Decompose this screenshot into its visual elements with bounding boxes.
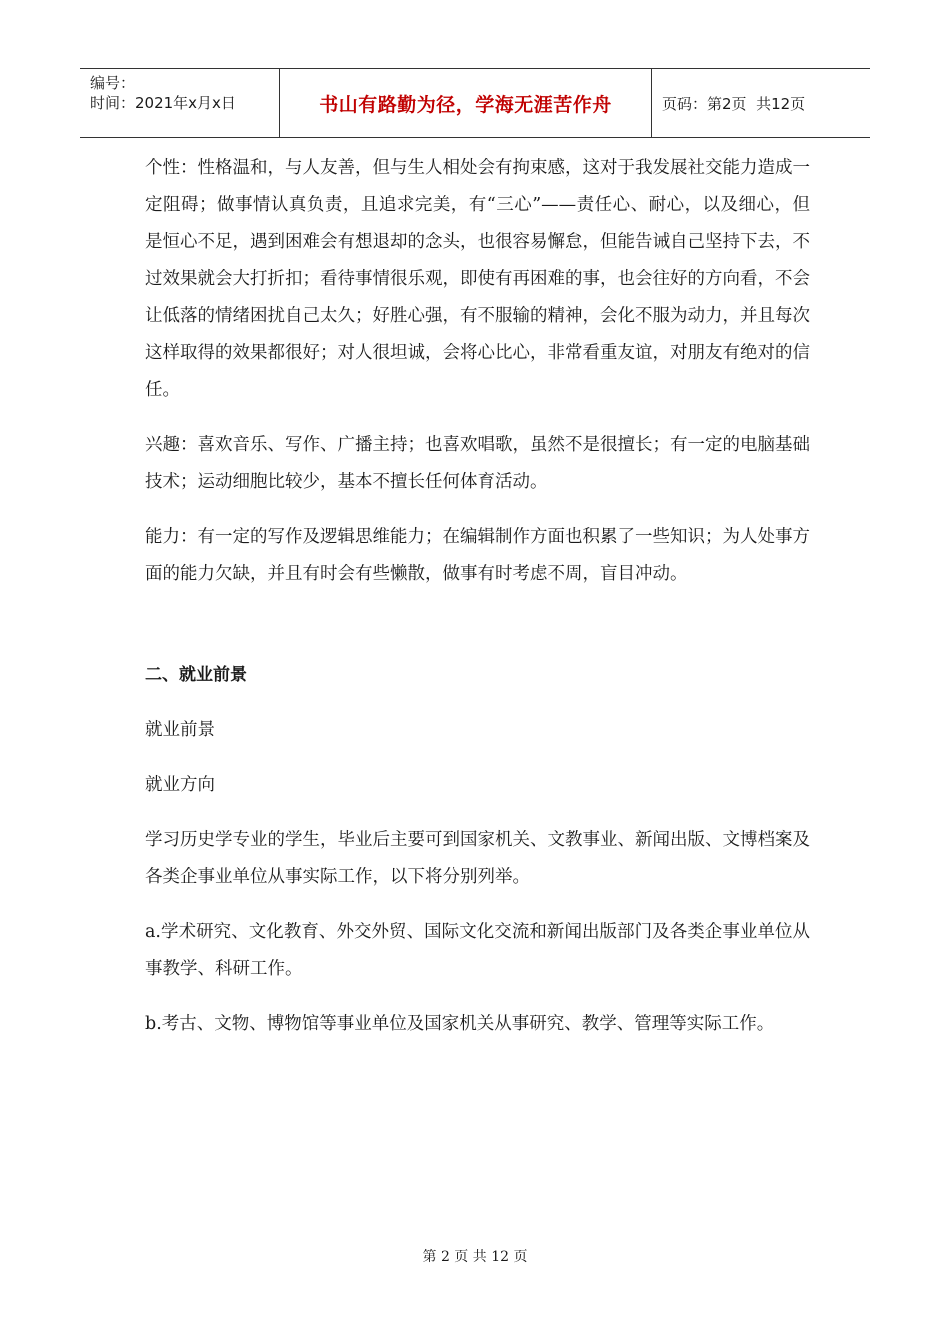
page-header <box>80 68 870 138</box>
page-footer: 第 2 页 共 12 页 <box>422 1249 528 1265</box>
subheading-employment-prospects: 就业前景 <box>145 720 215 740</box>
abilities-paragraph: 能力：有一定的写作及逻辑思维能力；在编辑制作方面也积累了一些知识；为人处事方面的能力欠缺，并且有时会有些懒散，做事有时考虑不周，盲目冲动。 <box>145 527 810 584</box>
subheading-employment-direction: 就业方向 <box>145 775 215 795</box>
section-heading: 二、就业前景 <box>145 665 247 685</box>
interests-paragraph: 兴趣：喜欢音乐、写作、广播主持；也喜欢唱歌，虽然不是很擅长；有一定的电脑基础技术；运动细胞比较少，基本不擅长任何体育活动。 <box>145 435 810 492</box>
document-body <box>145 150 810 1043</box>
header-motto: 书山有路勤为径，学海无涯苦作舟 <box>280 69 652 137</box>
list-item-a: a.学术研究、文化教育、外交外贸、国际文化交流和新闻出版部门及各类企事业单位从事教学、科研工作。 <box>145 922 810 979</box>
header-page-info: 页码：第2页 共12页 <box>662 94 806 113</box>
header-meta <box>80 69 280 137</box>
document-date: 时间：2021年x月x日 <box>90 94 236 112</box>
document-number-label: 编号： <box>90 74 136 92</box>
personality-paragraph: 个性：性格温和，与人友善，但与生人相处会有拘束感，这对于我发展社交能力造成一定阻碍；做事情认真负责，且追求完美，有“三心”——责任心、耐心，以及细心，但是恒心不足，遇到困难会有想退却的念头，也很容易懈怠，但能告诫自己坚持下去，不过效果就会大打折扣；看待事情很乐观，即使有再困难的事，也会往好的方向看，不会让低落的情绪困扰自己太久；好胜心强，有不服输的精神，会化不服为动力，并且每次这样取得的效果都很好；对人很坦诚，会将心比心，非常看重友谊，对朋友有绝对的信任。 <box>145 158 810 400</box>
list-item-b: b.考古、文物、博物馆等事业单位及国家机关从事研究、教学、管理等实际工作。 <box>145 1014 775 1034</box>
intro-paragraph: 学习历史学专业的学生，毕业后主要可到国家机关、文教事业、新闻出版、文博档案及各类企事业单位从事实际工作，以下将分别列举。 <box>145 830 810 887</box>
